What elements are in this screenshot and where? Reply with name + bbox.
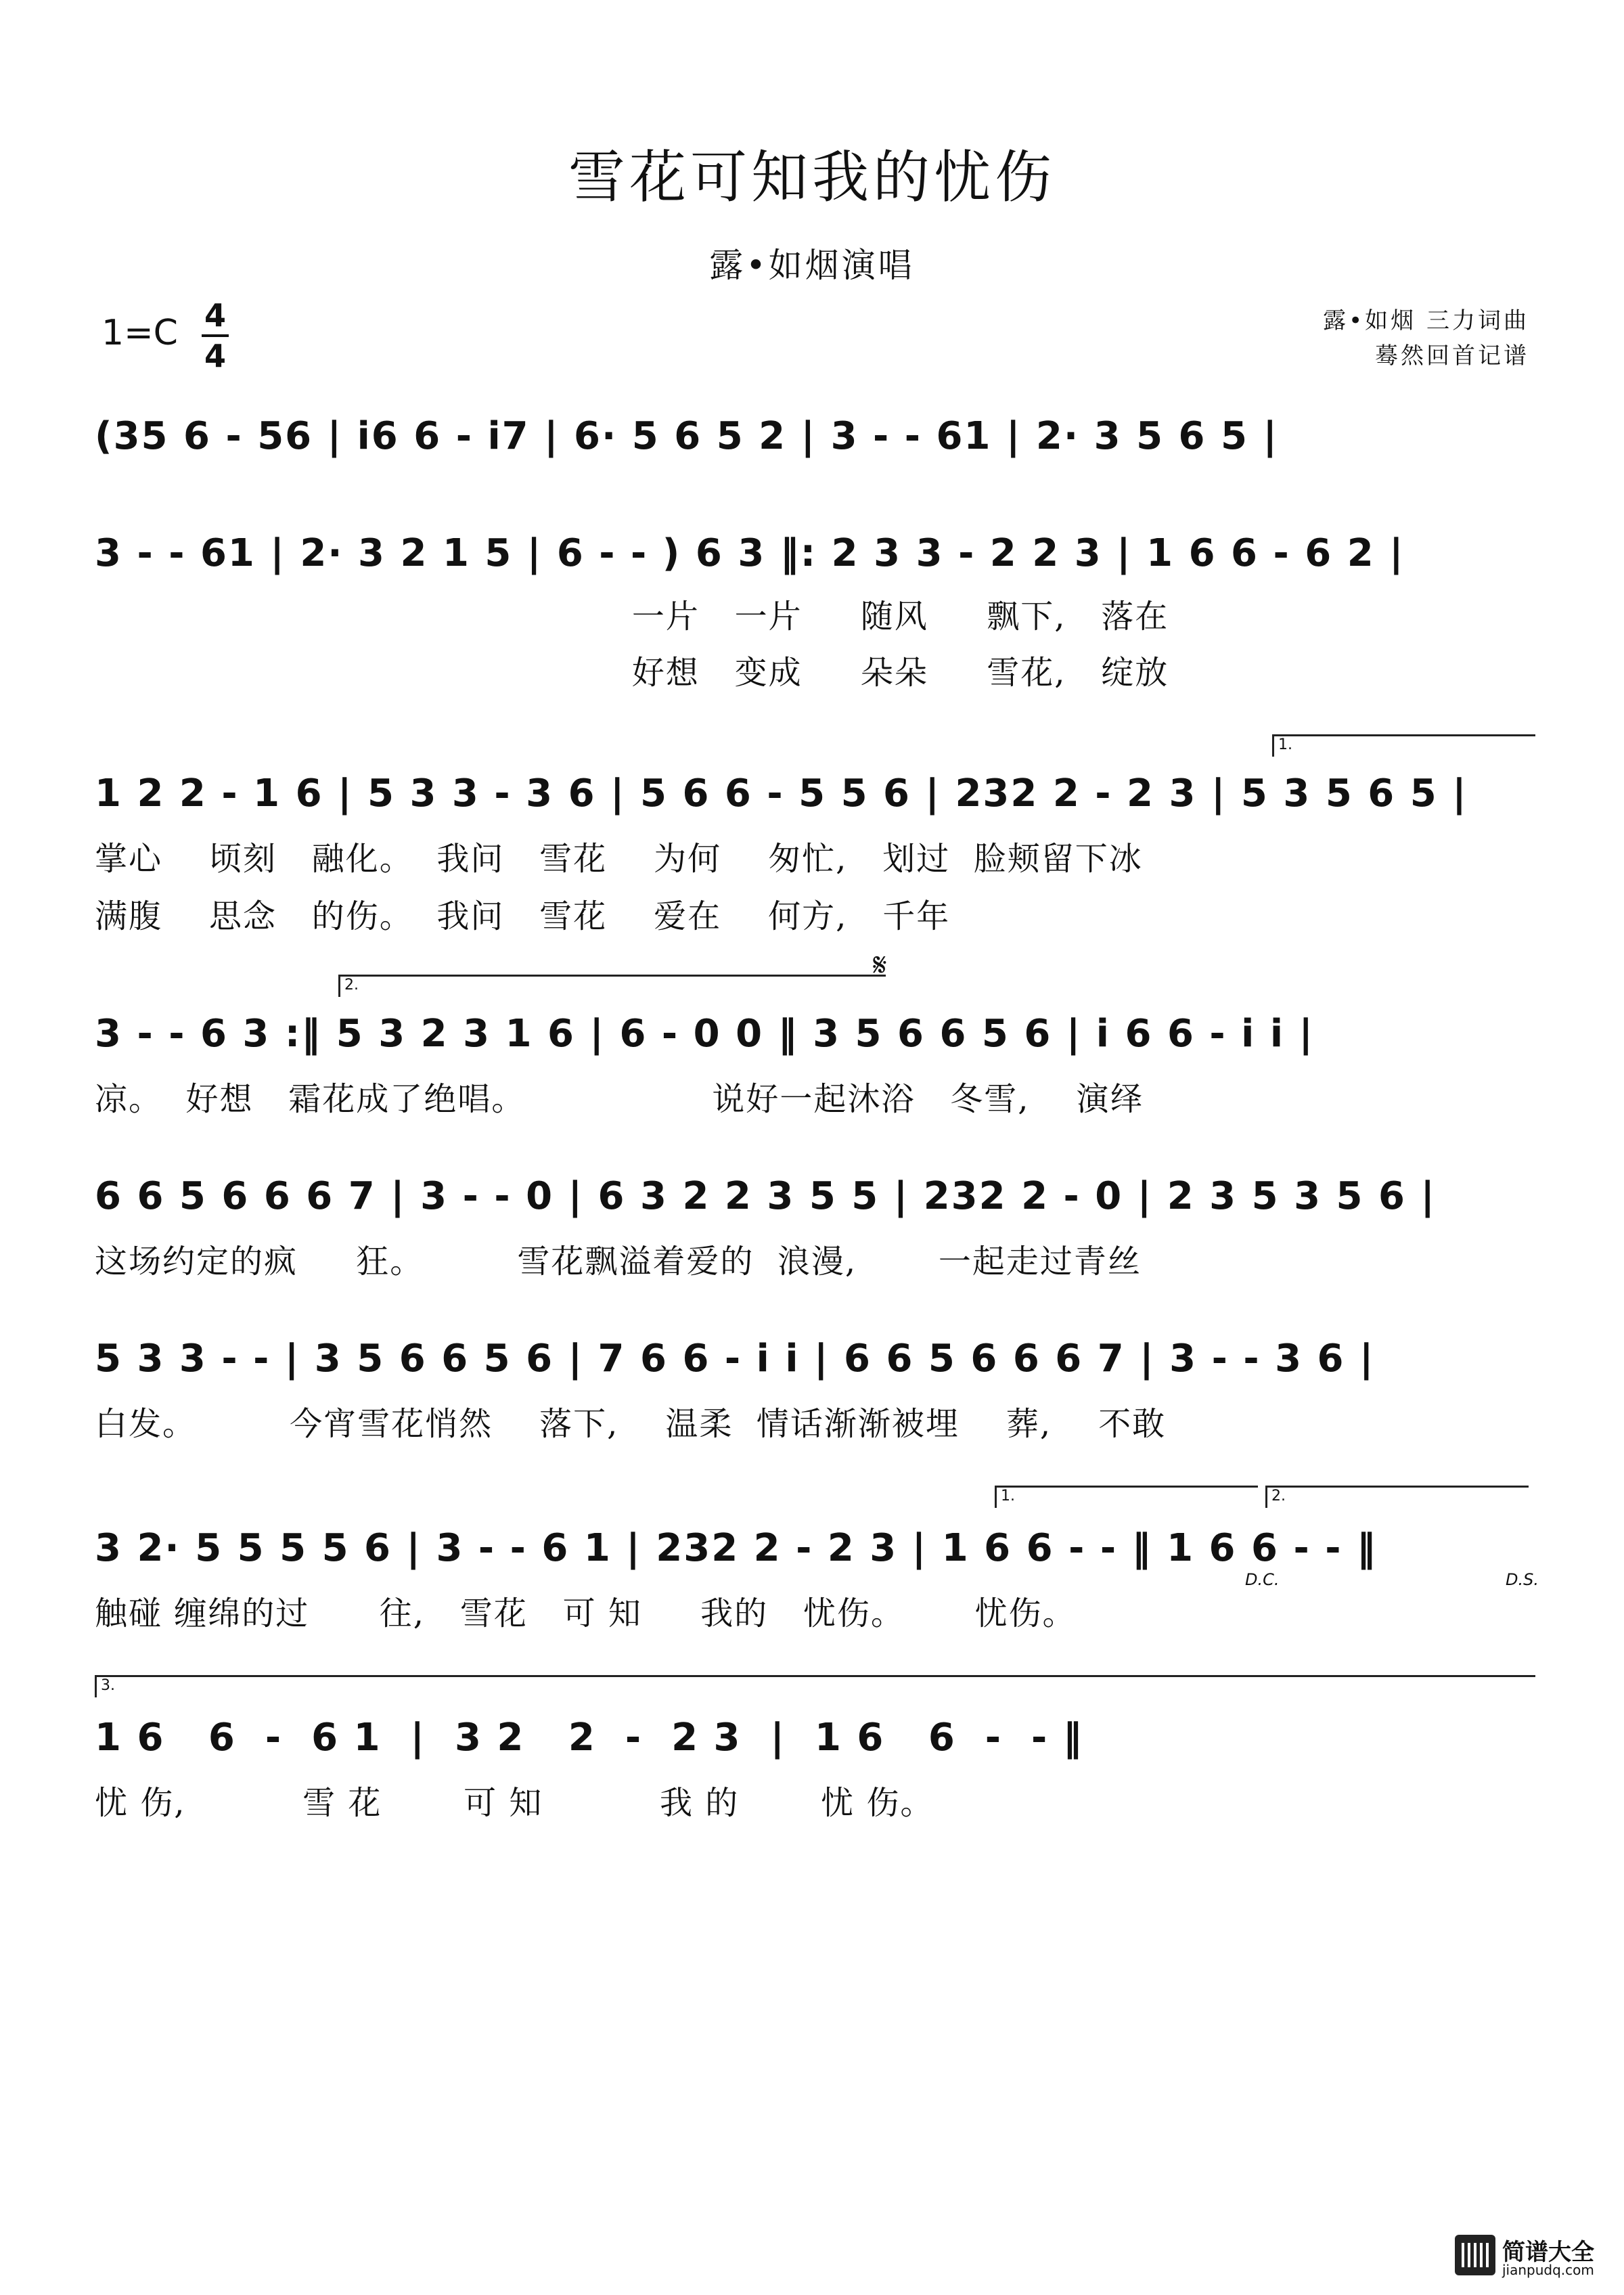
credits-transcriber: 蓦然回首记谱 [1375,342,1529,370]
system-1-notes: (35 6 - 56 | i6 6 - i7 | 6· 5 6 5 2 | 3 - - 61 | 2· 3 5 6 5 | [95,414,1278,458]
site-logo[interactable] [1455,2233,1604,2281]
key-signature: 1=C [102,313,178,353]
volta-2-bracket: 2. [338,975,886,997]
system-7-lyric-1: 触碰 缠绵的过 往, 雪花 可 知 我的 忧伤。 忧伤。 [95,1595,1077,1632]
piano-keys-icon [1455,2235,1495,2275]
credits-composer: 露•如烟 三力词曲 [1323,307,1529,334]
ds-marker: D.S. [1506,1570,1539,1589]
volta-1-bracket: 1. [1272,734,1535,757]
system-2-lyric-2: 好想 变成 朵朵 雪花, 绽放 [95,654,1169,692]
system-3-notes: 1 2 2 - 1 6 | 5 3 3 - 3 6 | 5 6 6 - 5 5 6 | 232 2 - 2 3 | 5 3 5 6 5 | [95,772,1468,816]
system-2-lyric-1: 一片 一片 随风 飘下, 落在 [95,598,1169,636]
dc-marker: D.C. [1245,1570,1280,1589]
volta-1b-bracket: 1. [995,1486,1258,1508]
system-5-lyric-1: 这场约定的疯 狂。 雪花飘溢着爱的 浪漫, 一起走过青丝 [95,1243,1142,1280]
logo-name: 简谱大全 [1502,2239,1594,2266]
system-6-lyric-1: 白发。 今宵雪花悄然 落下, 温柔 情话渐渐被埋 葬, 不敢 [95,1405,1167,1443]
system-4-notes: 3 - - 6 3 :‖ 5 3 2 3 1 6 | 6 - 0 0 ‖ 3 5 6 6 5 6 | i 6 6 - i i | [95,1012,1314,1056]
system-8-lyric-1: 忧 伤, 雪 花 可 知 我 的 忧 伤。 [95,1784,934,1822]
volta-3-bracket: 3. [95,1675,1535,1697]
system-7-notes: 3 2· 5 5 5 5 6 | 3 - - 6 1 | 232 2 - 2 3 | 1 6 6 - - ‖ 1 6 6 - - ‖ [95,1526,1377,1570]
system-4-lyric-1: 凉。 好想 霜花成了绝唱。 说好一起沐浴 冬雪, 演绎 [95,1080,1144,1118]
system-3-lyric-1: 掌心 顷刻 融化。 我问 雪花 为何 匆忙, 划过 脸颊留下冰 [95,840,1143,878]
system-3-lyric-2: 满腹 思念 的伤。 我问 雪花 爱在 何方, 千年 [95,897,951,935]
time-top: 4 [204,297,226,334]
time-divider [202,334,229,337]
system-8-notes: 1 6 6 - 6 1 | 3 2 2 - 2 3 | 1 6 6 - - ‖ [95,1716,1083,1760]
system-2-notes: 3 - - 61 | 2· 3 2 1 5 | 6 - - ) 6 3 ‖: 2 3 3 - 2 2 3 | 1 6 6 - 6 2 | [95,531,1405,575]
credits [1323,303,1529,374]
volta-2b-bracket: 2. [1265,1486,1529,1508]
system-6-notes: 5 3 3 - - | 3 5 6 6 5 6 | 7 6 6 - i i | 6 6 5 6 6 6 7 | 3 - - 3 6 | [95,1337,1375,1381]
system-5-notes: 6 6 5 6 6 6 7 | 3 - - 0 | 6 3 2 2 3 5 5 | 232 2 - 0 | 2 3 5 3 5 6 | [95,1174,1436,1218]
performer: 露•如烟演唱 [709,246,915,285]
logo-url: jianpudq.com [1502,2262,1594,2278]
time-bottom: 4 [204,338,226,374]
segno-sign: 𝄋 [873,946,887,984]
time-signature [202,298,229,374]
score-title: 雪花可知我的忧伤 [568,144,1056,210]
